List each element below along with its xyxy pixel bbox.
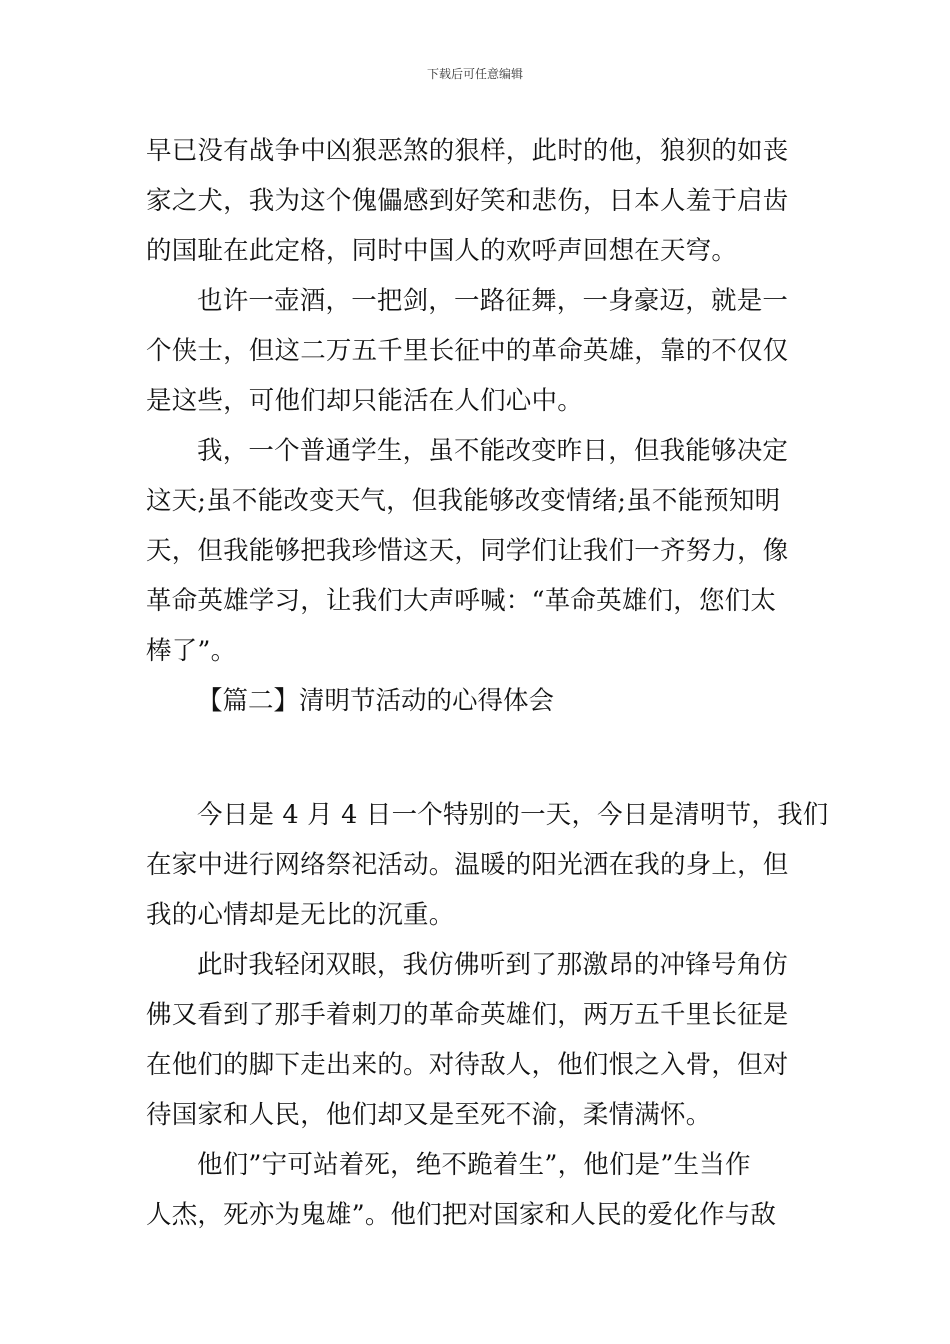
paragraph-line: 今日是 4 月 4 日一个特别的一天，今日是清明节，我们 — [197, 800, 829, 830]
paragraph-line: 这天;虽不能改变天气，但我能够改变情绪;虽不能预知明 — [146, 486, 781, 516]
paragraph-line: 早已没有战争中凶狠恶煞的狠样，此时的他，狼狈的如丧 — [146, 136, 789, 166]
paragraph-line: 天，但我能够把我珍惜这天，同学们让我们一齐努力，像 — [146, 536, 789, 566]
section-spacer — [146, 726, 808, 790]
paragraph-line: 人杰，死亦为鬼雄”。他们把对国家和人民的爱化作与敌 — [146, 1200, 777, 1230]
paragraph-line: 的国耻在此定格，同时中国人的欢呼声回想在天穹。 — [146, 236, 738, 266]
paragraph-4 — [146, 790, 829, 940]
paragraph-line: 也许一壶酒，一把剑，一路征舞，一身豪迈，就是一 — [197, 286, 789, 316]
paragraph-1 — [146, 126, 808, 276]
paragraph-line: 棒了”。 — [146, 636, 237, 666]
paragraph-line: 我，一个普通学生，虽不能改变昨日，但我能够决定 — [197, 436, 789, 466]
paragraph-line: 个侠士，但这二万五千里长征中的革命英雄，靠的不仅仅 — [146, 336, 789, 366]
page-header-note: 下载后可任意编辑 — [426, 67, 523, 81]
paragraph-line: 此时我轻闭双眼，我仿佛听到了那激昂的冲锋号角仿 — [197, 950, 789, 980]
paragraph-line: 在家中进行网络祭祀活动。温暖的阳光洒在我的身上，但 — [146, 850, 789, 880]
paragraph-line: 我的心情却是无比的沉重。 — [146, 900, 455, 930]
paragraph-line: 他们”宁可站着死，绝不跪着生”，他们是”生当作 — [197, 1150, 751, 1180]
paragraph-line: 待国家和人民，他们却又是至死不渝，柔情满怀。 — [146, 1100, 712, 1130]
paragraph-2 — [146, 276, 808, 426]
paragraph-3 — [146, 426, 808, 676]
document-body — [146, 126, 829, 1240]
paragraph-5 — [146, 940, 808, 1140]
paragraph-line: 是这些，可他们却只能活在人们心中。 — [146, 386, 583, 416]
paragraph-line: 佛又看到了那手着刺刀的革命英雄们，两万五千里长征是 — [146, 1000, 789, 1030]
section-heading: 【篇二】清明节活动的心得体会 — [197, 686, 555, 716]
paragraph-6 — [146, 1140, 808, 1240]
paragraph-line: 在他们的脚下走出来的。对待敌人，他们恨之入骨，但对 — [146, 1050, 789, 1080]
paragraph-line: 革命英雄学习，让我们大声呼喊：“革命英雄们，您们太 — [146, 586, 777, 616]
paragraph-line: 家之犬，我为这个傀儡感到好笑和悲伤，日本人羞于启齿 — [146, 186, 789, 216]
